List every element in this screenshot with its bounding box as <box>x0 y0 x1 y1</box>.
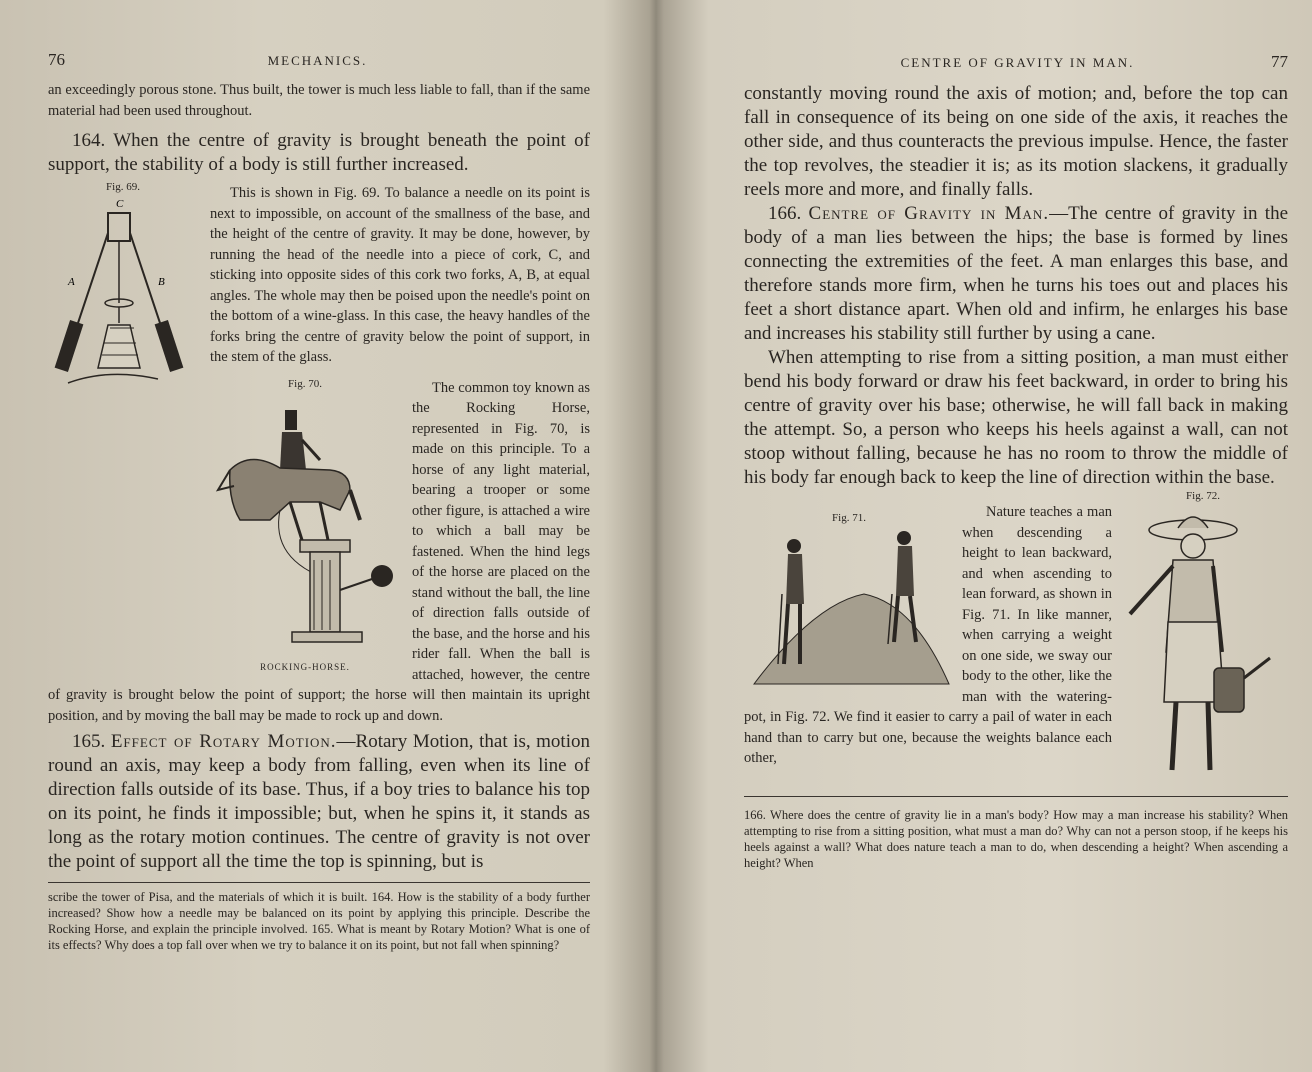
left-page <box>0 0 640 1072</box>
intro-paragraph: an exceedingly porous stone. Thus built, the tower is much less liable to fall, than if the same material had been used throughout. <box>48 82 590 119</box>
paragraph-166-number: 166. <box>768 203 802 224</box>
paragraph-166-text: —The centre of gravity in the body of a man lies between the hips; the base is formed by lines connecting the extremities of the feet. A man enlarges this base, and therefore stands more firm, when he turns his toes out and places his feet a short distance apart. When old and infirm, he enlarges his base and increases his stability still further by using a cane. <box>744 203 1289 344</box>
figure-69 <box>48 181 198 401</box>
figure-70-label: Fig. 70. <box>288 377 322 390</box>
figure-69-label: Fig. 69. <box>106 181 140 193</box>
paragraph-165 <box>48 730 590 874</box>
continuation-paragraph: constantly moving round the axis of motion; and, before the top can fall in consequence of its being on one side of the axis, it reaches the other side, and thus counteracts the previous impulse. Hence, the faster the top revolves, the steadier it is; as its motion slackens, it gradually reels more and more, and finally falls. <box>744 83 1288 200</box>
paragraph-165-number: 165. <box>72 731 106 752</box>
man-with-watering-pot-illustration <box>1118 502 1288 784</box>
figure-70-caption: ROCKING-HORSE. <box>260 661 350 672</box>
figure-72 <box>1118 490 1288 790</box>
paragraph-164-text: When the centre of gravity is brought beneath the point of support, the stability of a body is still further increased. <box>48 130 590 175</box>
paragraph-165-text: —Rotary Motion, that is, motion round an axis, may keep a body from falling, even when its line of direction falls outside of its base. Thus, if a boy tries to balance his top on its point, he finds it impossible; but, when he spins it, it stands as long as the rotary motion continues. The centre of gravity is not over the point of support all the time the top is spinning, but is <box>48 731 590 872</box>
right-footnote-rule <box>744 796 1288 797</box>
left-footnote: scribe the tower of Pisa, and the materials of which it is built. 164. How is the stability of a body further increased? Show how a needle may be balanced on its point by applying this principle. Describe the Rocking Horse, and explain the principle involved. 165. What is meant by Rotary Motion? What is one of its effects? Why does a top fall over when we try to balance it on its point, but not fall when spinning? <box>48 890 590 952</box>
figure-72-label: Fig. 72. <box>1186 490 1220 502</box>
paragraph-166 <box>744 202 1288 346</box>
right-running-head <box>744 52 1288 82</box>
fig69-letter-b: B <box>158 276 165 288</box>
paragraph-166-continued: When attempting to rise from a sitting position, a man must either bend his body forward or draw his feet backward, in order to bring his centre of gravity over his base; otherwise, he will fall back in making the attempt. So, a person who keeps his heels against a wall, can not stoop without falling, because he has no room to throw the middle of his body far enough back to keep the line of direction within the base. <box>744 347 1288 488</box>
figure-70-description: The common toy known as the Rocking Horse, represented in Fig. 70, is made on this principle. To a horse of any light material, bearing a trooper or some other figure, is attached a wire to which a ball may be fastened. When the hind legs of the horse are placed on the stand without the ball, the line of direction falls outside of the base, and the horse and his rider fall. When the ball is attached, however, the centre of gravity is brought below the point of support; the horse will then maintain its upright position, and by moving the ball may be made to rock up and down. <box>48 379 590 724</box>
figure-69-description: This is shown in Fig. 69. To balance a needle on its point is next to impossible, on account of the smallness of the base, and the height of the centre of gravity. It may be done, however, by running the head of the needle into a piece of cork, C, and sticking into opposite sides of this cork two forks, A, B, at equal angles. The whole may then be poised upon the needle's point on the bottom of a wine-glass. In this case, the heavy handles of the forks bring the centre of gravity below the point of support, in the stem of the glass. <box>210 185 590 365</box>
left-footnote-rule <box>48 882 590 883</box>
fig69-letter-a: A <box>68 276 75 288</box>
left-page-number: 76 <box>48 50 65 69</box>
paragraph-164-number: 164. <box>72 130 106 151</box>
paragraph-166-title: Centre of Gravity in Man. <box>808 203 1050 224</box>
figure-71-72-description: Nature teaches a man when descending a height to lean backward, and when ascending to lean forward, as shown in Fig. 71. In like manner, when carrying a weight on one side, we sway our body to the other, like the man with the watering-pot, in Fig. 72. We find it easier to carry a pail of water in each hand than to carry but one, because the weights balance each other, <box>744 504 1112 766</box>
rocking-horse-illustration <box>210 390 400 662</box>
right-running-title: CENTRE OF GRAVITY IN MAN. <box>900 55 1135 70</box>
figure-71-label: Fig. 71. <box>832 512 866 524</box>
paragraph-165-title: Effect of Rotary Motion. <box>110 731 337 752</box>
figure-70 <box>210 378 400 678</box>
men-on-hill-illustration <box>744 524 954 694</box>
figure-71 <box>744 498 954 688</box>
paragraph-164 <box>48 129 590 177</box>
right-footnote: 166. Where does the centre of gravity lie in a man's body? How may a man increase his stability? When attempting to rise from a sitting position, what must a man do? Why can not a person stoop, if he keeps his heels against a wall? What does nature teach a man to do, when descending a height? When ascending a height? When <box>744 808 1288 870</box>
left-running-head <box>48 50 590 80</box>
needle-fork-illustration <box>48 193 198 393</box>
fig69-letter-c: C <box>116 198 124 210</box>
left-running-title: MECHANICS. <box>267 53 368 68</box>
right-page-number: 77 <box>1271 52 1288 71</box>
right-page <box>660 0 1312 1072</box>
